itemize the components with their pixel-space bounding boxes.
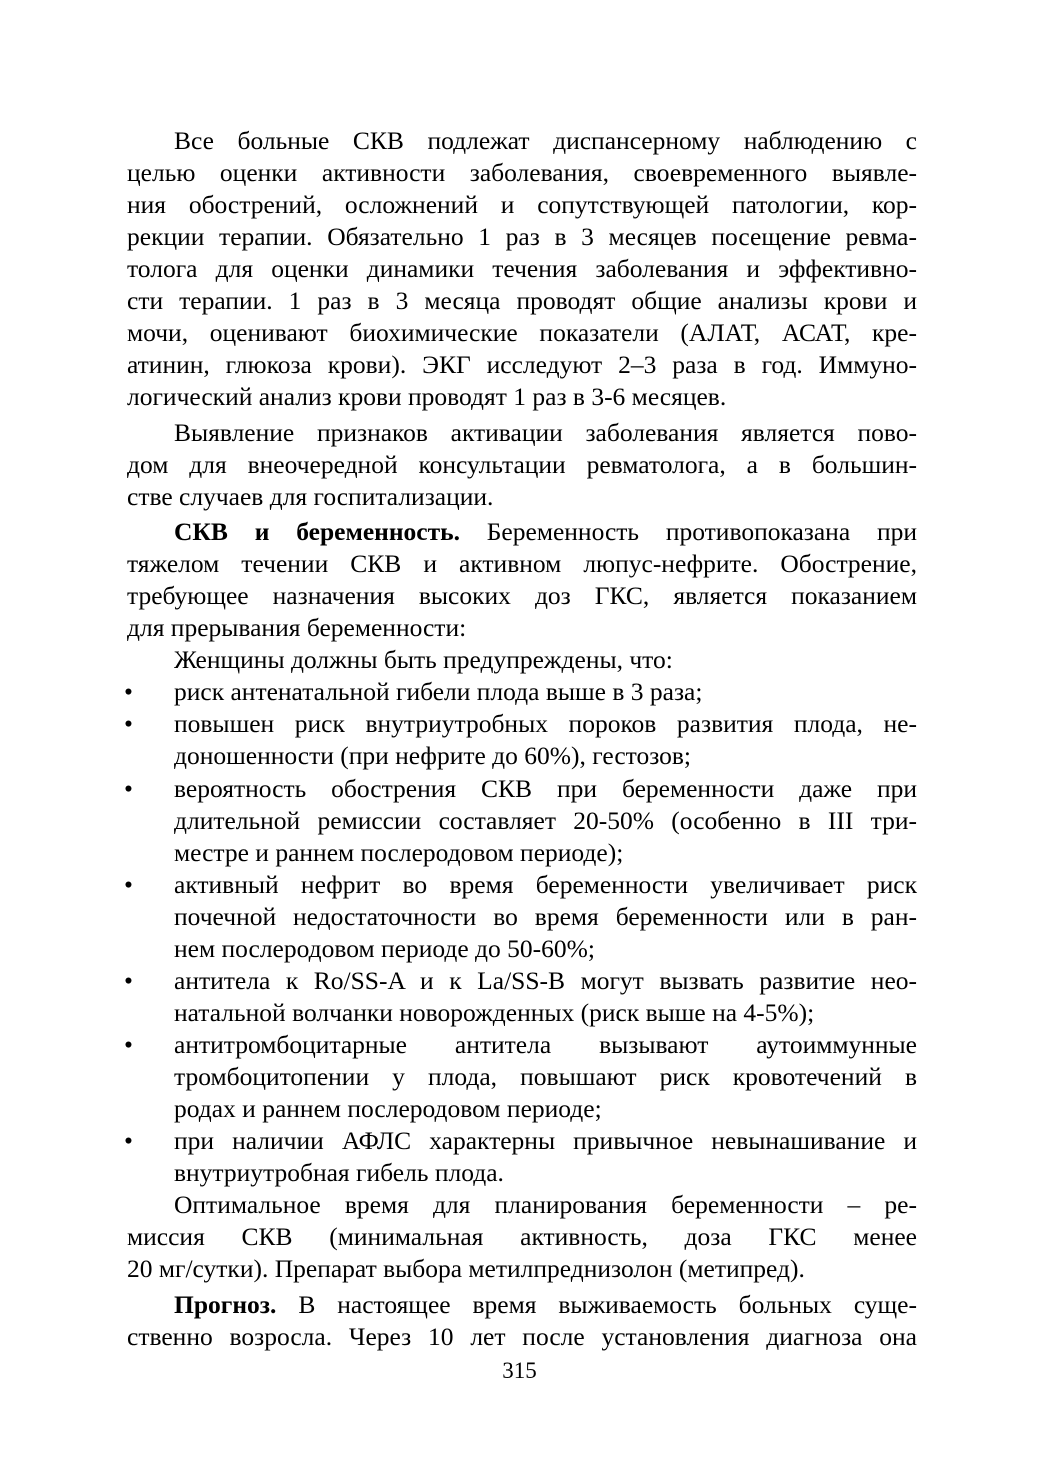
p6-heading: Прогноз.: [174, 1290, 277, 1319]
p6-line-2: ственно возросла. Через 10 лет после установления диагноза она: [127, 1322, 917, 1351]
p1-line-1: Все больные СКВ подлежат диспансерному наблюдению с: [174, 126, 917, 155]
p1-line-5: толога для оценки динамики течения заболевания и эффективно-: [127, 254, 917, 283]
bullet-3-line-3: местре и раннем послеродовом периоде);: [174, 838, 624, 867]
p5-line-2: миссия СКВ (минимальная активность, доза ГКС менее: [127, 1222, 917, 1251]
p3-line-4: для прерывания беременности:: [127, 613, 467, 642]
bullet-5-line-2: натальной волчанки новорожденных (риск выше на 4-5%);: [174, 998, 815, 1027]
p2-line-3: стве случаев для госпитализации.: [127, 482, 494, 511]
bullet-7-line-1: при наличии АФЛС характерны привычное невынашивание и: [174, 1126, 917, 1155]
p4-line-1: Женщины должны быть предупреждены, что:: [174, 645, 673, 674]
p1-line-7: мочи, оценивают биохимические показатели (АЛАТ, АСАТ, кре-: [127, 318, 917, 347]
bullet-2-line-2: доношенности (при нефрите до 60%), гестозов;: [174, 741, 692, 770]
p5-line-3: 20 мг/сутки). Препарат выбора метилпреднизолон (метипред).: [127, 1254, 805, 1283]
bullet-marker: •: [124, 1126, 133, 1155]
bullet-1-line-1: риск антенатальной гибели плода выше в 3 раза;: [174, 677, 703, 706]
p3-heading: СКВ и беременность.: [174, 517, 460, 546]
p6-line-1-rest: В настоящее время выживаемость больных суще-: [276, 1290, 917, 1319]
p6-line-1: [174, 1289, 917, 1321]
p3-line-1-rest: Беременность противопоказана при: [459, 517, 917, 546]
p3-line-3: требующее назначения высоких доз ГКС, является показанием: [127, 581, 917, 610]
bullet-marker: •: [124, 870, 133, 899]
p5-line-1: Оптимальное время для планирования беременности – ре-: [174, 1190, 917, 1219]
bullet-marker: •: [124, 966, 133, 995]
bullet-6-line-2: тромбоцитопении у плода, повышают риск кровотечений в: [174, 1062, 917, 1091]
p2-line-2: дом для внеочередной консультации ревматолога, а в большин-: [127, 450, 917, 479]
p1-line-3: ния обострений, осложнений и сопутствующей патологии, кор-: [127, 190, 917, 219]
p2-line-1: Выявление признаков активации заболевания является пово-: [174, 418, 917, 447]
bullet-marker: •: [124, 774, 133, 803]
bullet-7-line-2: внутриутробная гибель плода.: [174, 1158, 504, 1187]
bullet-marker: •: [124, 677, 133, 706]
bullet-4-line-1: активный нефрит во время беременности увеличивает риск: [174, 870, 917, 899]
p1-line-2: целью оценки активности заболевания, своевременного выявле-: [127, 158, 917, 187]
bullet-2-line-1: повышен риск внутриутробных пороков развития плода, не-: [174, 709, 917, 738]
p1-line-6: сти терапии. 1 раз в 3 месяца проводят общие анализы крови и: [127, 286, 917, 315]
bullet-marker: •: [124, 1030, 133, 1059]
bullet-3-line-2: длительной ремиссии составляет 20-50% (особенно в III три-: [174, 806, 917, 835]
p1-line-8: атинин, глюкоза крови). ЭКГ исследуют 2–3 раза в год. Иммуно-: [127, 350, 917, 379]
p1-line-9: логический анализ крови проводят 1 раз в 3-6 месяцев.: [127, 382, 727, 411]
bullet-4-line-2: почечной недостаточности во время беременности или в ран-: [174, 902, 917, 931]
page-number: 315: [502, 1358, 537, 1383]
bullet-6-line-1: антитромбоцитарные антитела вызывают аутоиммунные: [174, 1030, 917, 1059]
bullet-3-line-1: вероятность обострения СКВ при беременности даже при: [174, 774, 917, 803]
p3-line-2: тяжелом течении СКВ и активном люпус-нефрите. Обострение,: [127, 549, 917, 578]
p1-line-4: рекции терапии. Обязательно 1 раз в 3 месяцев посещение ревма-: [127, 222, 917, 251]
bullet-marker: •: [124, 709, 133, 738]
p3-line-1: [174, 516, 917, 548]
bullet-6-line-3: родах и раннем послеродовом периоде;: [174, 1094, 602, 1123]
bullet-4-line-3: нем послеродовом периоде до 50-60%;: [174, 934, 595, 963]
bullet-5-line-1: антитела к Ro/SS-A и к La/SS-B могут вызвать развитие нео-: [174, 966, 917, 995]
